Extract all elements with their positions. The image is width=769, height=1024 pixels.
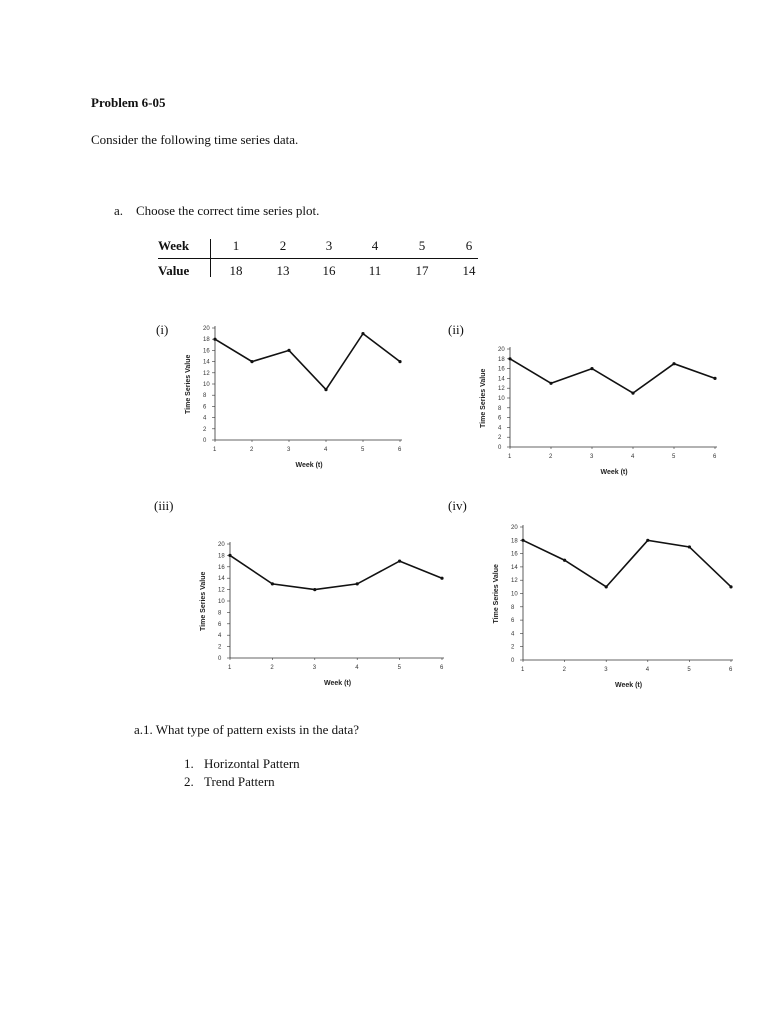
y-tick-label: 18 (511, 538, 518, 545)
x-axis-label: Week (t) (295, 462, 323, 469)
data-point (688, 545, 691, 548)
y-tick-label: 6 (498, 415, 502, 422)
data-point (271, 582, 274, 585)
data-point (605, 585, 608, 588)
y-tick-label: 4 (498, 425, 502, 432)
y-tick-label: 14 (511, 564, 518, 571)
data-point (398, 360, 401, 363)
x-tick-label: 2 (562, 667, 566, 673)
x-tick-label: 6 (398, 447, 402, 453)
x-tick-label: 6 (713, 454, 717, 460)
y-tick-label: 16 (511, 551, 518, 558)
chart-i (180, 320, 410, 475)
x-tick-label: 2 (250, 447, 254, 453)
y-axis-label: Time Series Value (493, 564, 500, 624)
x-tick-label: 4 (355, 665, 359, 671)
plot-label-iii[interactable]: (iii) (154, 498, 174, 513)
x-tick-label: 5 (672, 454, 676, 460)
x-tick-label: 6 (729, 667, 733, 673)
y-tick-label: 10 (203, 382, 210, 388)
y-tick-label: 6 (203, 404, 207, 411)
series-line (215, 334, 400, 390)
series-line (523, 540, 731, 587)
x-axis-label: Week (t) (615, 682, 643, 689)
y-tick-label: 8 (203, 393, 207, 400)
option-label: Horizontal Pattern (204, 756, 300, 771)
table-value-cell: 16 (322, 263, 336, 278)
y-tick-label: 2 (498, 435, 502, 442)
y-tick-label: 18 (203, 337, 210, 344)
question-a1: a.1. What type of pattern exists in the data? (134, 722, 360, 737)
x-tick-label: 6 (440, 665, 444, 671)
y-tick-label: 2 (203, 426, 207, 433)
option-label: Trend Pattern (204, 774, 275, 789)
data-point (563, 559, 566, 562)
data-point (646, 539, 649, 542)
table-value-cell: 11 (368, 263, 382, 278)
table-value-cell: 17 (415, 263, 429, 278)
x-tick-label: 3 (287, 447, 291, 453)
y-tick-label: 2 (511, 644, 515, 651)
y-tick-label: 18 (498, 356, 505, 363)
x-tick-label: 5 (687, 667, 691, 673)
x-tick-label: 4 (631, 454, 635, 460)
intro-text: Consider the following time series data. (91, 132, 299, 147)
problem-title: Problem 6-05 (91, 95, 166, 110)
x-tick-label: 4 (645, 667, 650, 673)
x-tick-label: 5 (361, 447, 365, 453)
table-week-cell: 1 (232, 238, 240, 253)
y-tick-label: 6 (511, 618, 515, 625)
table-value-cell: 13 (276, 263, 290, 278)
chart-iv (485, 518, 740, 698)
data-point (672, 362, 675, 365)
chart-ii (475, 332, 720, 480)
y-axis-label: Time Series Value (185, 354, 192, 414)
x-tick-label: 2 (270, 665, 274, 671)
data-point (713, 377, 716, 380)
y-tick-label: 20 (511, 525, 518, 531)
data-point (590, 367, 593, 370)
y-tick-label: 20 (218, 542, 225, 548)
x-tick-label: 1 (228, 665, 232, 671)
y-tick-label: 16 (203, 348, 210, 355)
x-tick-label: 1 (508, 454, 512, 460)
y-tick-label: 4 (203, 415, 207, 422)
y-tick-label: 14 (218, 576, 225, 583)
y-tick-label: 6 (218, 621, 222, 628)
y-tick-label: 2 (218, 644, 222, 651)
y-tick-label: 18 (218, 553, 225, 560)
table-value-cell: 14 (462, 263, 476, 278)
table-week-label: Week (158, 238, 190, 253)
x-tick-label: 3 (590, 454, 594, 460)
x-tick-label: 2 (549, 454, 553, 460)
table-week-cell: 6 (465, 238, 473, 253)
y-tick-label: 4 (511, 631, 515, 638)
y-tick-label: 20 (498, 347, 505, 353)
y-tick-label: 10 (218, 599, 225, 605)
x-tick-label: 4 (324, 447, 328, 453)
table-week-cell: 4 (371, 238, 379, 253)
data-point (729, 585, 732, 588)
x-axis-label: Week (t) (324, 680, 352, 687)
series-line (510, 359, 715, 393)
x-tick-label: 1 (213, 447, 217, 453)
x-tick-label: 3 (604, 667, 608, 673)
y-axis-label: Time Series Value (200, 571, 207, 631)
data-point (508, 357, 511, 360)
option-horizontal[interactable] (184, 756, 300, 772)
data-point (356, 582, 359, 585)
data-point (521, 539, 524, 542)
y-tick-label: 0 (511, 658, 515, 664)
table-week-cell: 5 (418, 238, 426, 253)
data-point (324, 388, 327, 391)
y-tick-label: 12 (511, 578, 518, 585)
data-point (313, 588, 316, 591)
data-point (228, 554, 231, 557)
x-tick-label: 5 (397, 665, 401, 671)
y-axis-label: Time Series Value (480, 368, 487, 428)
table-value-label: Value (158, 263, 190, 278)
data-point (361, 332, 364, 335)
data-point (398, 560, 401, 563)
data-point (287, 349, 290, 352)
y-tick-label: 12 (218, 587, 225, 594)
x-tick-label: 3 (312, 665, 317, 671)
table-value-cell: 18 (229, 263, 243, 278)
part-a-letter: a. (114, 203, 124, 218)
option-number: 1. (184, 756, 194, 771)
y-tick-label: 12 (203, 370, 210, 377)
table-divider-horizontal (158, 258, 478, 259)
y-tick-label: 8 (511, 604, 515, 611)
table-week-cell: 2 (279, 238, 287, 253)
plot-label-ii[interactable]: (ii) (448, 322, 464, 337)
data-point (549, 382, 552, 385)
x-tick-label: 1 (521, 667, 525, 673)
option-number: 2. (184, 774, 194, 789)
series-line (230, 555, 442, 589)
table-week-cell: 3 (325, 238, 333, 253)
y-tick-label: 0 (498, 445, 502, 451)
y-tick-label: 8 (218, 610, 222, 617)
y-tick-label: 10 (498, 396, 505, 402)
part-a-prompt: Choose the correct time series plot. (136, 203, 320, 218)
plot-label-iv[interactable]: (iv) (448, 498, 467, 513)
y-tick-label: 10 (511, 591, 518, 598)
data-point (440, 577, 443, 580)
y-tick-label: 14 (203, 359, 210, 366)
data-point (213, 338, 216, 341)
chart-iii (190, 536, 450, 691)
y-tick-label: 14 (498, 376, 505, 383)
y-tick-label: 4 (218, 633, 222, 640)
y-tick-label: 0 (218, 656, 222, 662)
data-table (158, 236, 480, 282)
y-tick-label: 16 (498, 366, 505, 373)
y-tick-label: 0 (203, 438, 207, 444)
y-tick-label: 8 (498, 405, 502, 412)
x-axis-label: Week (t) (600, 469, 628, 476)
y-tick-label: 16 (218, 564, 225, 571)
data-point (631, 392, 634, 395)
y-tick-label: 12 (498, 386, 505, 393)
option-trend[interactable] (184, 774, 275, 790)
data-point (250, 360, 253, 363)
plot-label-i[interactable]: (i) (156, 322, 169, 337)
y-tick-label: 20 (203, 326, 210, 332)
